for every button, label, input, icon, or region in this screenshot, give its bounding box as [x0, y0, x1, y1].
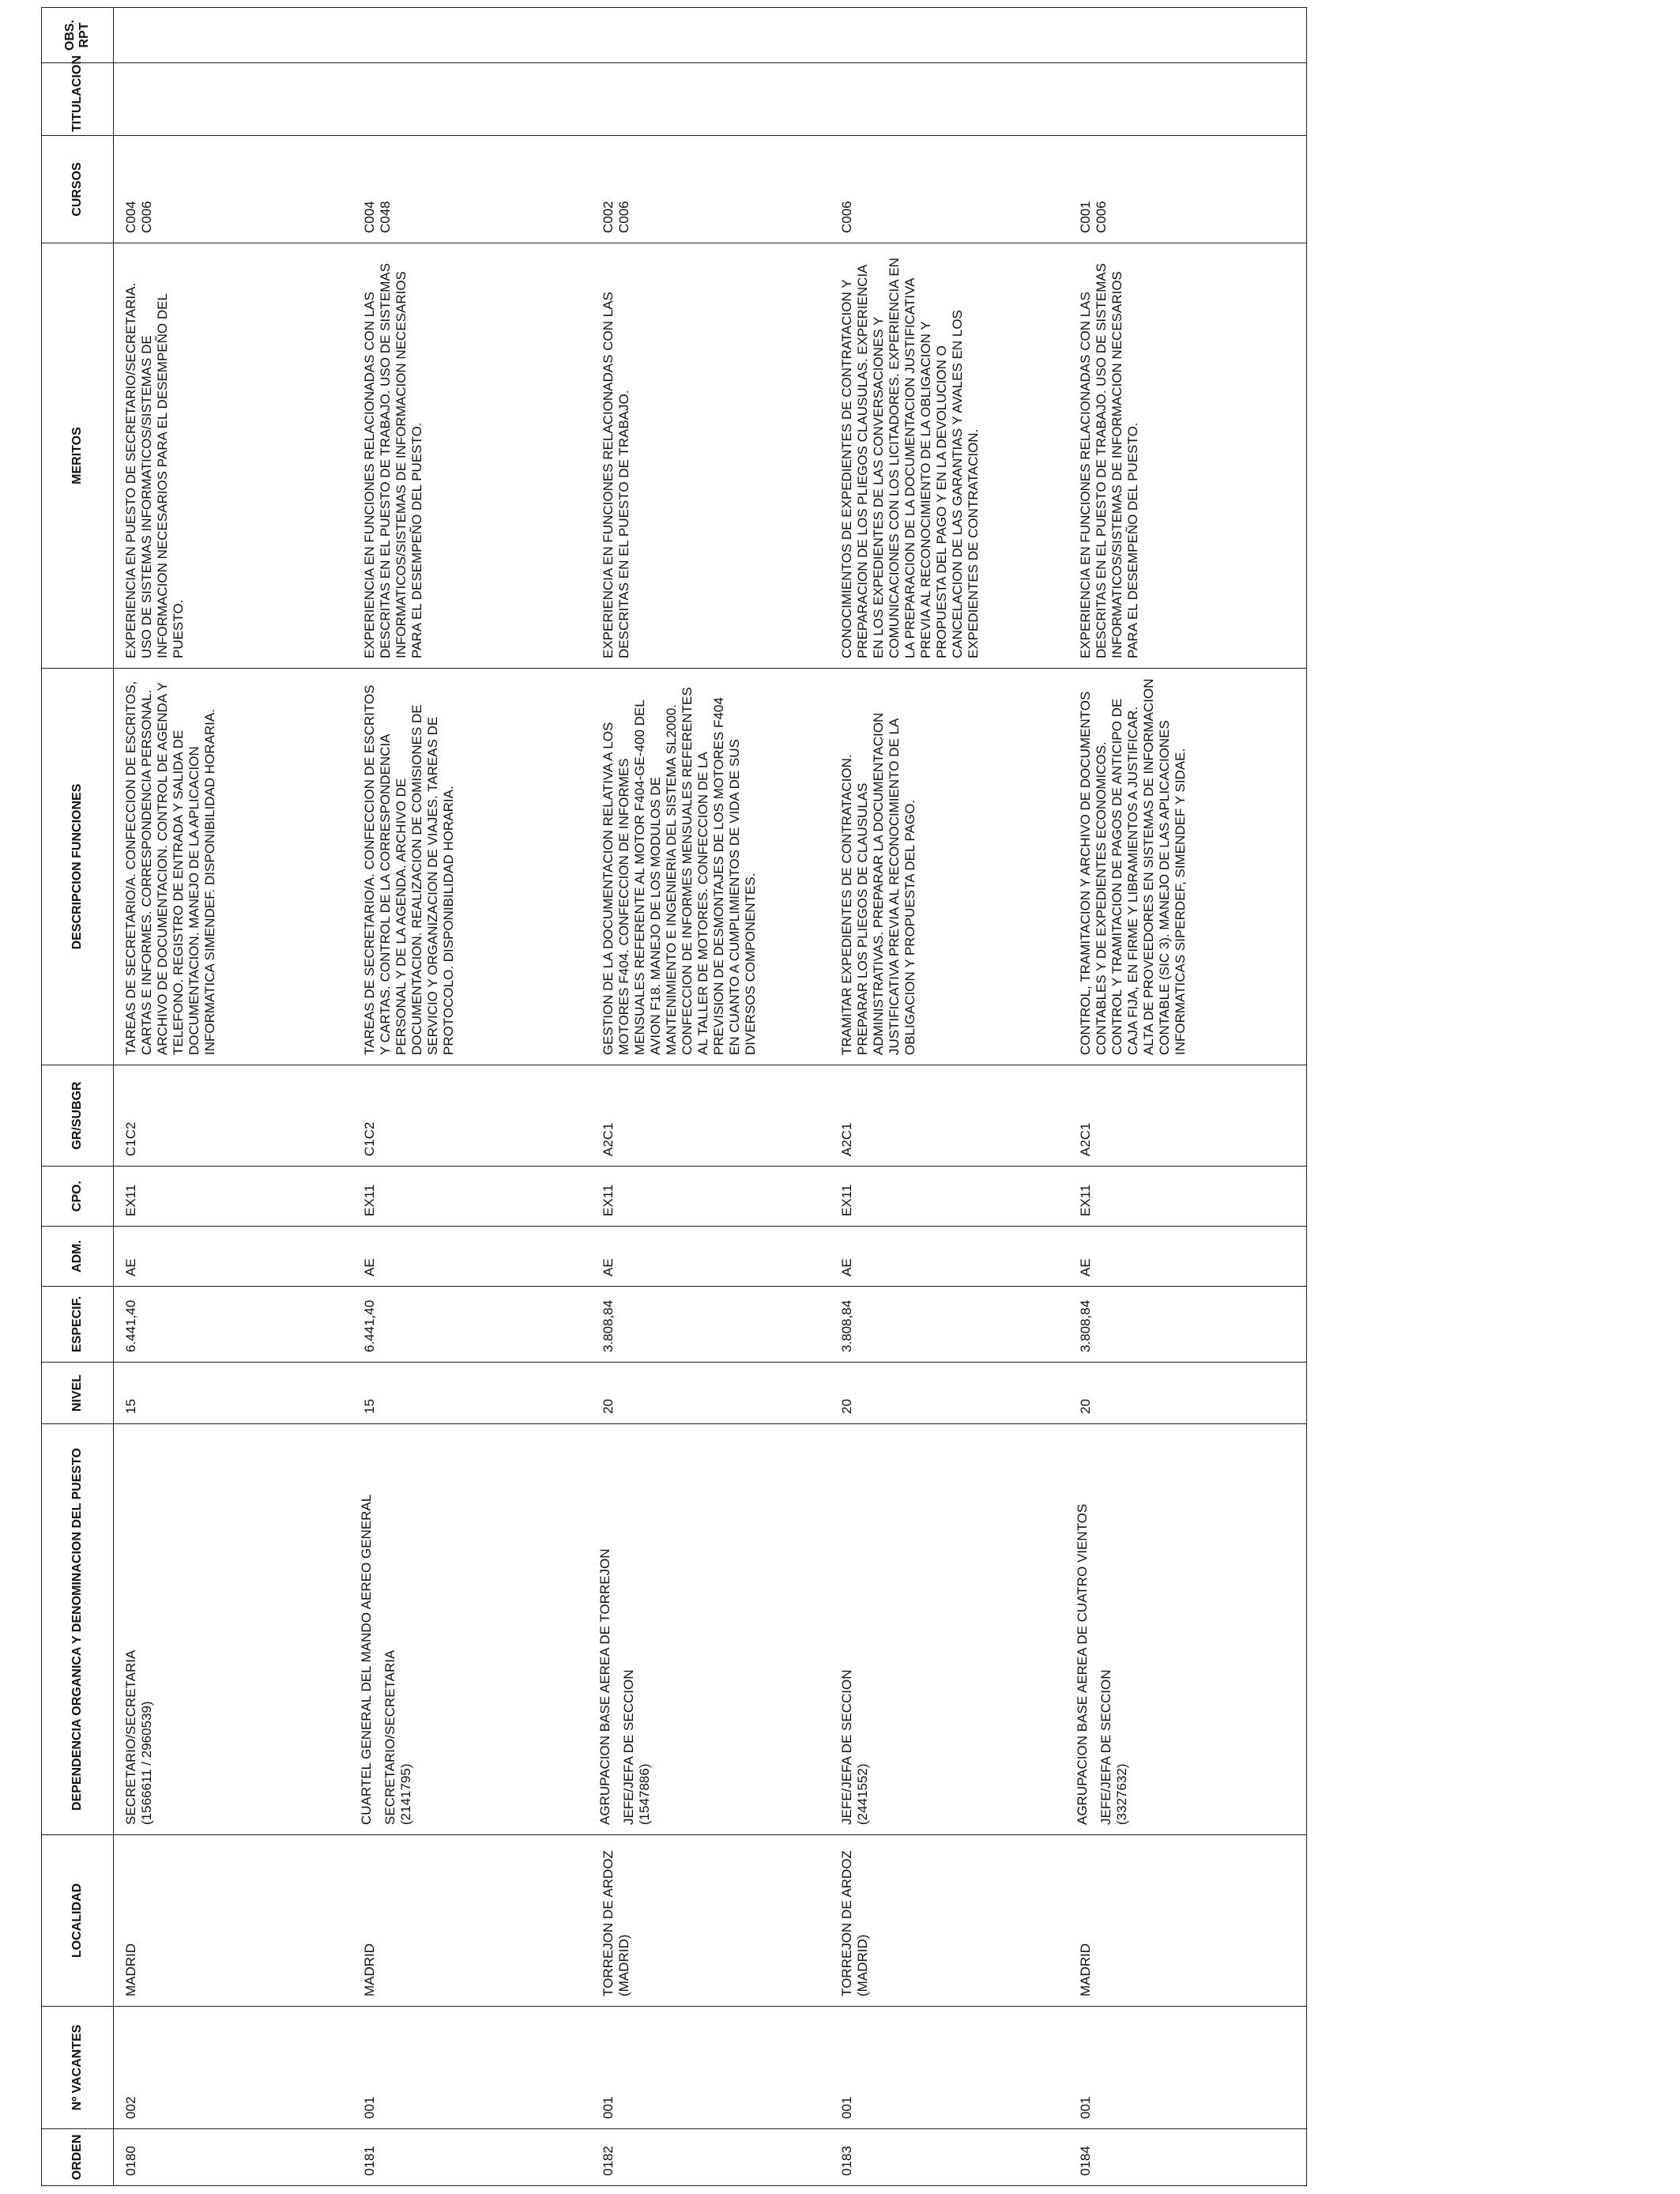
grsubgr-cell: A2C1 [591, 1065, 830, 1167]
grsubgr-cell: A2C1 [1068, 1065, 1307, 1167]
rotated-page [41, 8, 1302, 2186]
cpo-cell: EX11 [830, 1167, 1068, 1227]
especif-cell: 6.441,40 [352, 1287, 591, 1363]
puesto-code: (2441552) [854, 1763, 870, 1825]
puesto-code: (1547886) [636, 1763, 652, 1825]
table-row [591, 8, 830, 2186]
nivel-cell: 15 [114, 1363, 352, 1424]
titulacion-cell [114, 63, 352, 136]
meritos-cell: EXPERIENCIA EN FUNCIONES RELACIONADAS CON LAS DESCRITAS EN EL PUESTO DE TRABAJO. USO DE SISTEMAS INFORMATICOS/SISTEMAS DE INFORMACION NECESARIOS PARA EL DESEMPEÑO DEL PUESTO. [352, 243, 591, 669]
group-header: CUARTEL GENERAL DEL MANDO AEREO GENERAL [358, 1494, 374, 1825]
puesto-title: SECRETARIO/SECRETARIA [123, 1649, 138, 1825]
header-especif: ESPECIF. [42, 1287, 114, 1363]
cpo-cell: EX11 [114, 1167, 352, 1227]
header-grsubgr: GR/SUBGR [42, 1065, 114, 1167]
adm-cell: AE [352, 1227, 591, 1287]
vacancies-table [41, 7, 1307, 2186]
orden-cell: 0181 [352, 2129, 591, 2186]
group-header: AGRUPACION BASE AEREA DE TORREJON [597, 1548, 612, 1825]
header-cpo: CPO. [42, 1167, 114, 1227]
header-descripcion: DESCRIPCION FUNCIONES [42, 669, 114, 1065]
meritos-cell: EXPERIENCIA EN FUNCIONES RELACIONADAS CON LAS DESCRITAS EN EL PUESTO DE TRABAJO. [591, 243, 830, 669]
header-titulacion: TITULACION [42, 63, 114, 136]
vacantes-cell: 001 [1068, 2007, 1307, 2129]
obs-cell [830, 8, 1068, 63]
orden-cell: 0180 [114, 2129, 352, 2186]
vacantes-cell: 002 [114, 2007, 352, 2129]
grsubgr-cell: A2C1 [830, 1065, 1068, 1167]
localidad-cell: MADRID [1068, 1835, 1307, 2007]
adm-cell: AE [1068, 1227, 1307, 1287]
nivel-cell: 20 [591, 1363, 830, 1424]
header-adm: ADM. [42, 1227, 114, 1287]
puesto-code: (3327632) [1113, 1763, 1129, 1825]
nivel-cell: 20 [1068, 1363, 1307, 1424]
cursos-cell: C006 [830, 136, 1068, 243]
orden-cell: 0182 [591, 2129, 830, 2186]
orden-cell: 0184 [1068, 2129, 1307, 2186]
grsubgr-cell: C1C2 [114, 1065, 352, 1167]
group-header: AGRUPACION BASE AEREA DE CUATRO VIENTOS [1074, 1503, 1090, 1825]
titulacion-cell [352, 63, 591, 136]
cursos-cell: C001 C006 [1068, 136, 1307, 243]
puesto-code: (2141795) [397, 1763, 413, 1825]
header-vacantes: Nº VACANTES [42, 2007, 114, 2129]
nivel-cell: 15 [352, 1363, 591, 1424]
table-body [114, 8, 1307, 2186]
localidad-cell: TORREJON DE ARDOZ (MADRID) [830, 1835, 1068, 2007]
table-row [352, 8, 591, 2186]
especif-cell: 6.441,40 [114, 1287, 352, 1363]
localidad-cell: TORREJON DE ARDOZ (MADRID) [591, 1835, 830, 2007]
especif-cell: 3.808,84 [830, 1287, 1068, 1363]
adm-cell: AE [114, 1227, 352, 1287]
titulacion-cell [1068, 63, 1307, 136]
table-row [1068, 8, 1307, 2186]
puesto-code: (1566611 / 2960539) [139, 1701, 155, 1825]
header-meritos: MERITOS [42, 243, 114, 669]
descripcion-cell: TRAMITAR EXPEDIENTES DE CONTRATACION. PREPARAR LOS PLIEGOS DE CLAUSULAS ADMINISTRATIVAS. PREPARAR LA DOCUMENTACION JUSTIFICATIVA PREVIA AL RECONOCIMIENTO DE LA OBLIGACION Y PROPUESTA DEL PAGO. [830, 669, 1068, 1065]
cursos-cell: C004 C006 [114, 136, 352, 243]
localidad-cell: MADRID [352, 1835, 591, 2007]
cpo-cell: EX11 [1068, 1167, 1307, 1227]
puesto-title: JEFE/JEFA DE SECCION [838, 1669, 854, 1825]
table-row [114, 8, 352, 2186]
obs-cell [1068, 8, 1307, 63]
vacantes-cell: 001 [591, 2007, 830, 2129]
meritos-cell: EXPERIENCIA EN FUNCIONES RELACIONADAS CON LAS DESCRITAS EN EL PUESTO DE TRABAJO. USO DE SISTEMAS INFORMATICOS/SISTEMAS DE INFORMACION NECESARIOS PARA EL DESEMPEÑO DEL PUESTO. [1068, 243, 1307, 669]
localidad-cell: MADRID [114, 1835, 352, 2007]
meritos-cell: CONOCIMIENTOS DE EXPEDIENTES DE CONTRATACION Y PREPARACION DE LOS PLIEGOS CLAUSULAS. EXPERIENCIA EN LOS EXPEDIENTES DE LAS CONVERSACIONES Y COMUNICACIONES CON LOS LICITADORES. EXPERIENCIA EN LA PREPARACION DE LA DOCUMENTACION JUSTIFICATIVA PREVIA AL RECONOCIMIENTO DE LA OBLIGACION Y PROPUESTA DEL PAGO Y EN LA DEVOLUCION O CANCELACION DE LAS GARANTIAS Y AVALES EN LOS EXPEDIENTES DE CONTRATACION. [830, 243, 1068, 669]
header-dependencia: DEPENDENCIA ORGANICA Y DENOMINACION DEL PUESTO [42, 1424, 114, 1835]
obs-cell [114, 8, 352, 63]
header-row [42, 8, 114, 2186]
titulacion-cell [591, 63, 830, 136]
header-obs: OBS. RPT [42, 8, 114, 63]
cursos-cell: C002 C006 [591, 136, 830, 243]
adm-cell: AE [591, 1227, 830, 1287]
header-orden: ORDEN [42, 2129, 114, 2186]
puesto-title: SECRETARIO/SECRETARIA [382, 1649, 397, 1825]
dependencia-cell [352, 1424, 591, 1835]
cpo-cell: EX11 [352, 1167, 591, 1227]
obs-cell [591, 8, 830, 63]
especif-cell: 3.808,84 [1068, 1287, 1307, 1363]
puesto-title: JEFE/JEFA DE SECCION [1098, 1669, 1113, 1825]
cursos-cell: C004 C048 [352, 136, 591, 243]
descripcion-cell: GESTION DE LA DOCUMENTACION RELATIVA A LOS MOTORES F404. CONFECCION DE INFORMES MENSUALES REFERENTE AL MOTOR F404-GE-400 DEL AVION F18. MANEJO DE LOS MODULOS DE MANTENIMIENTO E INGENIERIA DEL SISTEMA SL2000. CONFECCION DE INFORMES MENSUALES REFERENTES AL TALLER DE MOTORES. CONFECCION DE LA PREVISION DE DESMONTAJES DE LOS MOTORES F404 EN CUANTO A CUMPLIMIENTOS DE VIDA DE SUS DIVERSOS COMPONENTES. [591, 669, 830, 1065]
header-cursos: CURSOS [42, 136, 114, 243]
table-row [830, 8, 1068, 2186]
dependencia-cell [114, 1424, 352, 1835]
orden-cell: 0183 [830, 2129, 1068, 2186]
dependencia-cell [591, 1424, 830, 1835]
dependencia-cell [1068, 1424, 1307, 1835]
dependencia-cell [830, 1424, 1068, 1835]
obs-cell [352, 8, 591, 63]
header-localidad: LOCALIDAD [42, 1835, 114, 2007]
descripcion-cell: TAREAS DE SECRETARIO/A. CONFECCION DE ESCRITOS Y CARTAS. CONTROL DE LA CORRESPONDENCIA PERSONAL Y DE LA AGENDA. ARCHIVO DE DOCUMENTACION. REALIZACION DE COMISIONES DE SERVICIO Y ORGANIZACION DE VIAJES. TAREAS DE PROTOCOLO. DISPONIBILIDAD HORARIA. [352, 669, 591, 1065]
nivel-cell: 20 [830, 1363, 1068, 1424]
vacantes-cell: 001 [352, 2007, 591, 2129]
descripcion-cell: CONTROL, TRAMITACION Y ARCHIVO DE DOCUMENTOS CONTABLES Y DE EXPEDIENTES ECONOMICOS. CONTROL Y TRAMITACION DE PAGOS DE ANTICIPO DE CAJA FIJA, EN FIRME Y LIBRAMIENTOS A JUSTIFICAR. ALTA DE PROVEEDORES EN SISTEMAS DE INFORMACION CONTABLE (SIC 3). MANEJO DE LAS APLICACIONES INFORMATICAS SIPERDEF, SIMENDEF Y SIDAE. [1068, 669, 1307, 1065]
cpo-cell: EX11 [591, 1167, 830, 1227]
vacantes-cell: 001 [830, 2007, 1068, 2129]
titulacion-cell [830, 63, 1068, 136]
header-nivel: NIVEL [42, 1363, 114, 1424]
puesto-title: JEFE/JEFA DE SECCION [620, 1669, 636, 1825]
especif-cell: 3.808,84 [591, 1287, 830, 1363]
adm-cell: AE [830, 1227, 1068, 1287]
grsubgr-cell: C1C2 [352, 1065, 591, 1167]
meritos-cell: EXPERIENCIA EN PUESTO DE SECRETARIO/SECRETARIA. USO DE SISTEMAS INFORMATICOS/SISTEMAS DE INFORMACION NECESARIOS PARA EL DESEMPEÑO DEL PUESTO. [114, 243, 352, 669]
descripcion-cell: TAREAS DE SECRETARIO/A. CONFECCION DE ESCRITOS, CARTAS E INFORMES. CORRESPONDENCIA PERSONAL. ARCHIVO DE DOCUMENTACION. CONTROL DE AGENDA Y TELEFONO. REGISTRO DE ENTRADA Y SALIDA DE DOCUMENTACION. MANEJO DE LA APLICACION INFORMATICA SIMENDEF. DISPONIBILIDAD HORARIA. [114, 669, 352, 1065]
